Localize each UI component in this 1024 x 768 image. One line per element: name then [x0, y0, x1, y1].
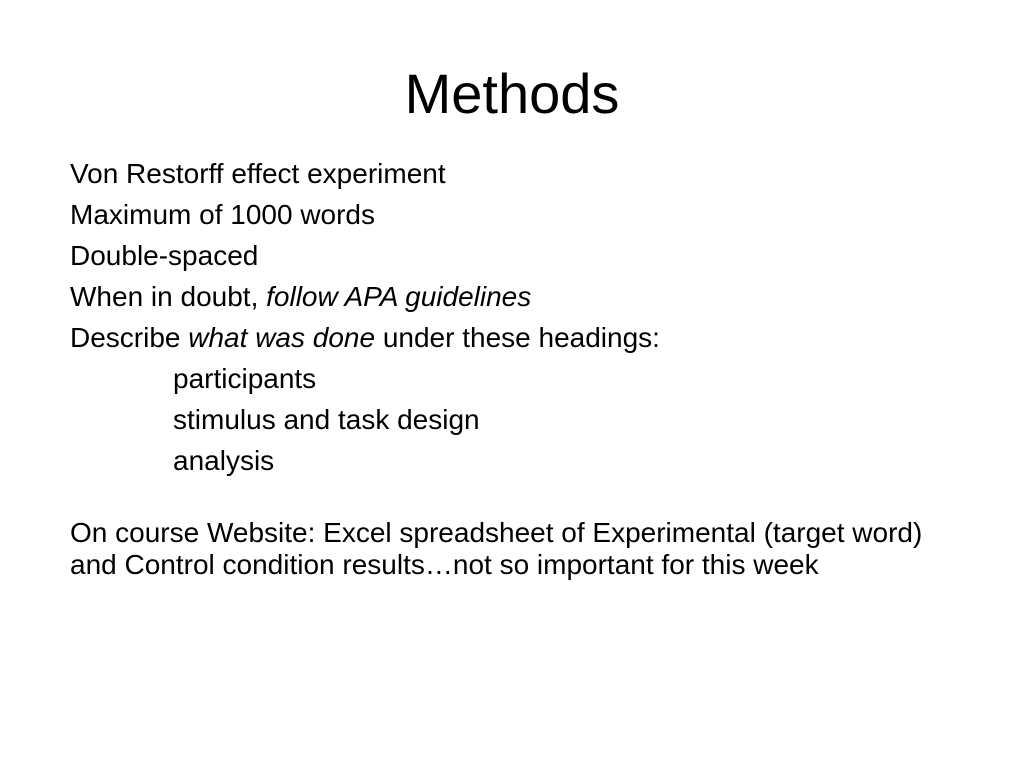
- bullet-item: [70, 317, 950, 358]
- sub-item-stimulus: stimulus and task design: [173, 404, 480, 435]
- sub-item-participants: participants: [173, 363, 317, 394]
- bullet-item: Double-spaced: [70, 240, 259, 271]
- bullet-item: [70, 276, 950, 317]
- bullet-text: When in doubt,: [70, 281, 267, 312]
- course-website-note: On course Website: Excel spreadsheet of Experimental (target word) and Control condition results…not so important for this week: [70, 517, 923, 580]
- emphasis-text: follow APA guidelines: [266, 281, 532, 312]
- spacer: [70, 481, 950, 517]
- slide-body: [70, 153, 950, 581]
- bullet-item: Von Restorff effect experiment: [70, 158, 446, 189]
- emphasis-text: what was done: [188, 322, 376, 353]
- slide-title: Methods: [404, 62, 620, 125]
- bullet-text: Describe: [70, 322, 189, 353]
- bullet-text: under these headings:: [375, 322, 660, 353]
- sub-item-analysis: analysis: [173, 445, 275, 476]
- bullet-item: Maximum of 1000 words: [70, 199, 376, 230]
